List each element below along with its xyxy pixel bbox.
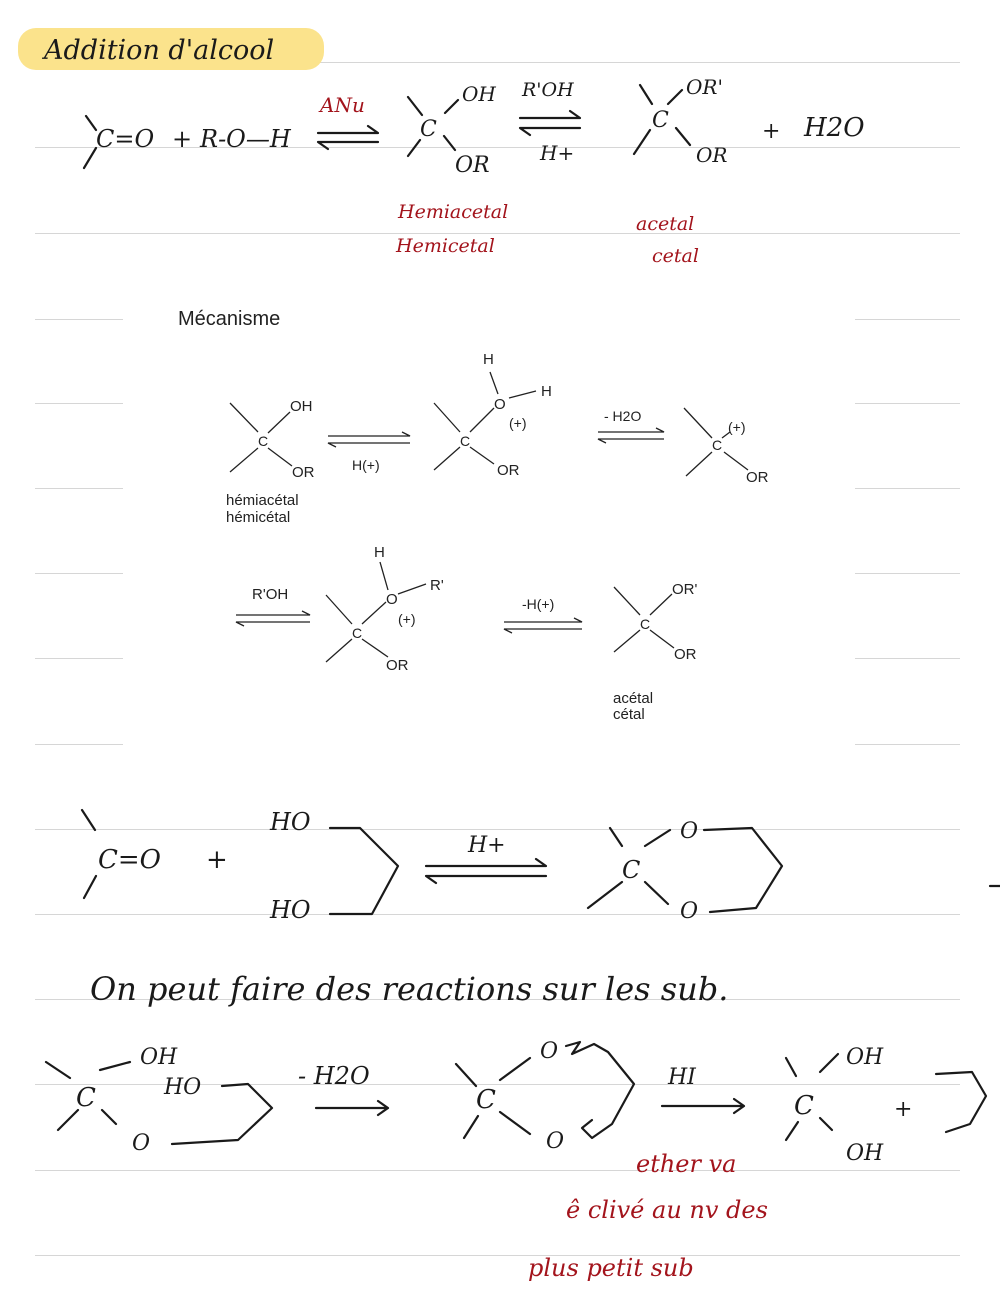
eq3-ho: HO bbox=[164, 1075, 202, 1100]
mech-s5-or1: OR' bbox=[672, 581, 698, 598]
eq3-arrow-1 bbox=[316, 1101, 388, 1115]
mech-s4-o: O bbox=[386, 591, 398, 608]
mech-arrow4-label: -H(+) bbox=[522, 596, 555, 612]
mech-arrow-2 bbox=[598, 408, 664, 443]
eq2-ho-2: HO bbox=[270, 896, 311, 924]
mech-s5-or2: OR bbox=[674, 646, 697, 663]
eq1-hemi-oh: OH bbox=[462, 82, 496, 106]
mech-s4-r: R' bbox=[430, 577, 444, 594]
eq3-red-note-2: ê clivé au nv des bbox=[566, 1196, 768, 1224]
mech-arrow1-label: H(+) bbox=[352, 457, 380, 473]
eq1-label-cetal: cetal bbox=[652, 245, 699, 267]
equation-3 bbox=[46, 1039, 986, 1282]
mechanism bbox=[178, 308, 769, 723]
eq3-oh-bot: OH bbox=[846, 1141, 884, 1166]
eq1-hemi-c: C bbox=[420, 117, 437, 142]
eq1-water: H2O bbox=[804, 113, 865, 143]
page-title: Addition d'alcool bbox=[44, 35, 275, 66]
eq3-o-top: O bbox=[540, 1039, 559, 1064]
eq1-equilibrium-arrow bbox=[318, 126, 378, 149]
eq2-carbonyl: C=O bbox=[98, 845, 161, 875]
eq2-equilibrium-arrow bbox=[426, 859, 546, 883]
title-block bbox=[18, 28, 324, 70]
eq3-ring-chain bbox=[566, 1042, 634, 1138]
eq3-minus-water: - H2O bbox=[298, 1062, 370, 1090]
eq3-plus: + bbox=[894, 1097, 913, 1122]
mech-arrow2-label: - H2O bbox=[604, 408, 642, 424]
eq1-label-acetal: acetal bbox=[636, 213, 695, 235]
eq3-hi: HI bbox=[668, 1065, 696, 1090]
mech-s3-c: C bbox=[712, 437, 723, 453]
eq1-anu-label: ANu bbox=[320, 93, 365, 117]
eq1-plus-2: + bbox=[762, 119, 781, 144]
mech-s5-name2: cétal bbox=[613, 706, 645, 723]
mech-s1-or: OR bbox=[292, 464, 315, 481]
eq1-label-hemiacetal: Hemiacetal bbox=[398, 201, 509, 223]
mech-s5-c: C bbox=[640, 616, 651, 632]
mech-s4-c: C bbox=[352, 625, 363, 641]
eq2-ring-chain bbox=[704, 828, 782, 912]
mech-s2-h-right: H bbox=[541, 383, 552, 400]
mech-s1-oh: OH bbox=[290, 398, 313, 415]
eq3-red-note-3: plus petit sub bbox=[528, 1254, 694, 1282]
mech-s3-charge: (+) bbox=[728, 419, 746, 435]
mech-s1-name1: hémiacétal bbox=[226, 492, 299, 509]
equation-1 bbox=[84, 75, 865, 267]
eq3-c2: C bbox=[476, 1085, 496, 1115]
eq2-c: C bbox=[622, 856, 641, 884]
mech-species-oxonium bbox=[434, 351, 552, 479]
eq1-hplus: H+ bbox=[540, 141, 575, 165]
mech-s2-o: O bbox=[494, 396, 506, 413]
eq1-carbonyl: C=O bbox=[96, 125, 155, 153]
eq2-o-1: O bbox=[680, 819, 699, 844]
eq1-alcohol: R-O—H bbox=[200, 125, 291, 153]
eq3-chain-product bbox=[936, 1072, 986, 1132]
mech-species-hemiacetal bbox=[226, 398, 315, 526]
eq2-ho-1: HO bbox=[270, 808, 311, 836]
eq2-plus: + bbox=[206, 845, 228, 875]
mech-s2-or: OR bbox=[497, 462, 520, 479]
eq2-hplus: H+ bbox=[468, 833, 506, 858]
mech-s4-or: OR bbox=[386, 657, 409, 674]
eq3-red-note-1: ether va bbox=[636, 1150, 737, 1178]
mech-s4-charge: (+) bbox=[398, 611, 416, 627]
handwritten-note: On peut faire des reactions sur les sub. bbox=[90, 970, 729, 1008]
mech-species-acetal bbox=[613, 581, 698, 723]
mech-s1-c: C bbox=[258, 433, 269, 449]
mech-arrow-1 bbox=[328, 432, 410, 473]
mech-s1-name2: hémicétal bbox=[226, 509, 291, 526]
mech-s2-charge: (+) bbox=[509, 415, 527, 431]
equation-2 bbox=[82, 808, 1000, 924]
eq1-label-hemicetal: Hemicetal bbox=[396, 235, 495, 257]
eq1-acetal-or1: OR' bbox=[686, 75, 723, 99]
mech-species-protonated-acetal bbox=[326, 544, 444, 674]
eq3-oh: OH bbox=[140, 1045, 178, 1070]
mech-s2-h-top: H bbox=[483, 351, 494, 368]
mech-s4-h-top: H bbox=[374, 544, 385, 561]
mech-arrow-4 bbox=[504, 596, 582, 633]
eq3-o-bot: O bbox=[546, 1129, 565, 1154]
eq2-diol-chain bbox=[330, 828, 398, 914]
eq1-equilibrium-arrow-2 bbox=[520, 111, 580, 135]
eq1-roh: R'OH bbox=[522, 79, 574, 101]
mechanism-heading: Mécanisme bbox=[178, 308, 281, 330]
eq2-o-2: O bbox=[680, 899, 699, 924]
eq3-arrow-2 bbox=[662, 1099, 744, 1113]
mech-species-carbocation bbox=[684, 408, 769, 486]
eq1-acetal-c: C bbox=[652, 108, 669, 133]
mech-arrow-3 bbox=[236, 586, 310, 626]
eq1-hemi-or: OR bbox=[455, 153, 490, 178]
eq3-c3: C bbox=[794, 1091, 814, 1121]
mech-s3-or: OR bbox=[746, 469, 769, 486]
eq3-oh-top: OH bbox=[846, 1045, 884, 1070]
mech-s2-c: C bbox=[460, 433, 471, 449]
eq1-plus: + bbox=[172, 125, 193, 153]
eq3-c: C bbox=[76, 1083, 96, 1113]
eq1-acetal-or2: OR bbox=[696, 143, 728, 167]
mech-arrow3-label: R'OH bbox=[252, 586, 289, 603]
eq3-o: O bbox=[132, 1131, 151, 1156]
mech-s5-name1: acétal bbox=[613, 690, 654, 707]
